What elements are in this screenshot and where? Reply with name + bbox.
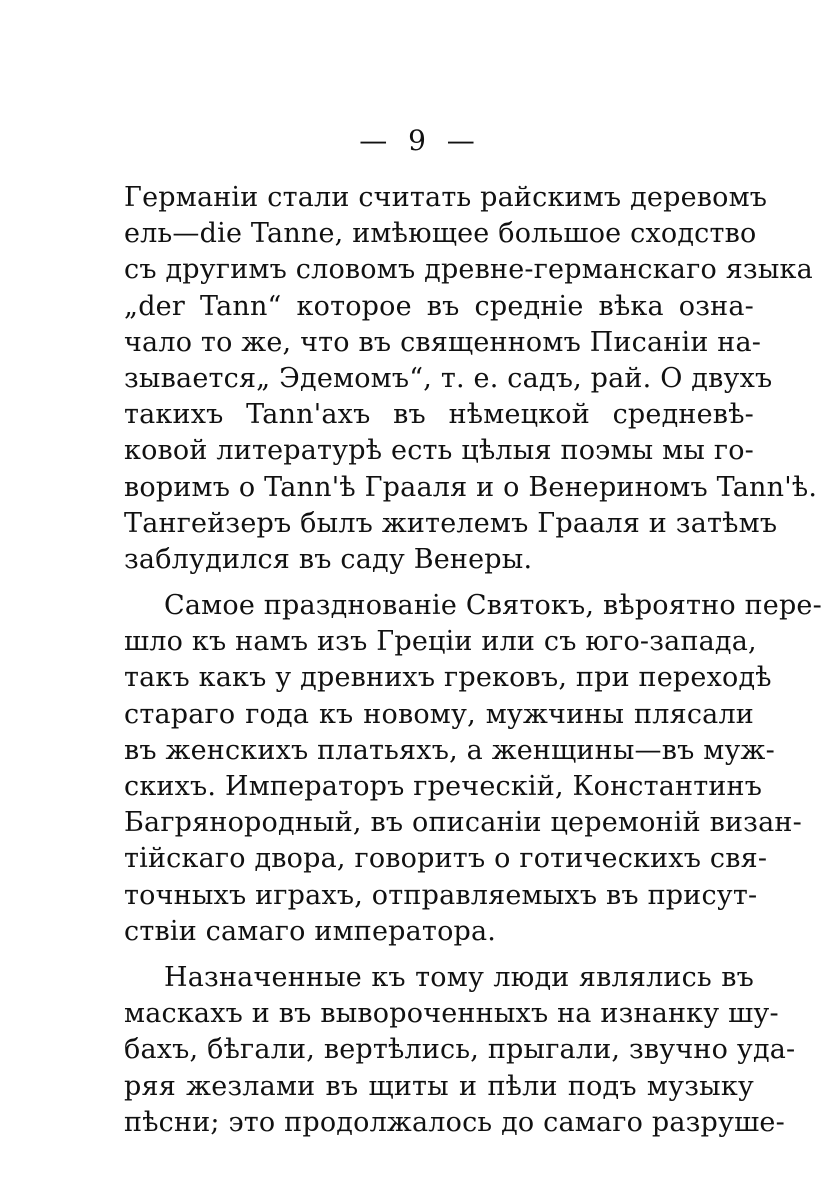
text-line: Германiи стали считать райскимъ деревомъ bbox=[124, 182, 768, 213]
text-line: съ другимъ словомъ древне-германскаго языка bbox=[124, 254, 813, 286]
text-line: стараго года къ новому, мужчины плясали bbox=[124, 698, 754, 730]
text-line: шло къ намъ изъ Грецiи или съ юго-запада, bbox=[124, 626, 757, 658]
text-line: Самое празднованiе Святокъ, вѣроятно пере- bbox=[164, 590, 822, 622]
text-line: Багрянородный, въ описанiи церемонiй визан- bbox=[124, 807, 802, 839]
text-line: скихъ. Императоръ греческiй, Константинъ bbox=[124, 771, 763, 802]
text-line: ряя жезлами въ щиты и пѣли подъ музыку bbox=[124, 1070, 754, 1102]
text-line: чало то же, что въ священномъ Писанiи на- bbox=[124, 326, 762, 358]
text-line: ковой литературѣ есть цѣлыя поэмы мы го- bbox=[124, 435, 754, 467]
text-line: точныхъ играхъ, отправляемыхъ въ присут- bbox=[124, 879, 758, 911]
text-line: заблудился въ саду Венеры. bbox=[124, 543, 533, 575]
body-text bbox=[124, 180, 822, 1141]
text-line: ель—die Tanne, имѣющее большое сходство bbox=[124, 218, 757, 250]
paragraph-2 bbox=[124, 588, 822, 950]
text-line: Тангейзеръ былъ жителемъ Грааля и затѣмъ bbox=[124, 507, 778, 539]
paragraph-3 bbox=[124, 960, 796, 1141]
text-line: тiйскаго двора, говоритъ о готическихъ свя- bbox=[124, 843, 768, 875]
text-line: такихъ Tann'ахъ въ нѣмецкой средневѣ- bbox=[124, 399, 754, 431]
text-line: зывается„ Эдемомъ“, т. е. садъ, рай. О двухъ bbox=[124, 362, 773, 394]
text-line: бахъ, бѣгали, вертѣлись, прыгали, звучно уда- bbox=[124, 1034, 796, 1066]
text-line: пѣсни; это продолжалось до самаго разруше- bbox=[124, 1106, 785, 1138]
text-line: ствiи самаго императора. bbox=[124, 915, 497, 947]
text-line: въ женскихъ платьяхъ, а женщины—въ муж- bbox=[124, 734, 775, 766]
page-number: — 9 — bbox=[359, 124, 481, 157]
paragraph-gap bbox=[124, 578, 754, 588]
paragraph-gap bbox=[124, 950, 754, 960]
text-line: Назначенные къ тому люди являлись въ bbox=[164, 961, 754, 993]
text-line: такъ какъ у древнихъ грековъ, при переходѣ bbox=[124, 662, 772, 694]
text-line: воримъ о Tann'ѣ Грааля и о Венериномъ Tann'ѣ. bbox=[124, 471, 818, 503]
text-line: маскахъ и въ вывороченныхъ на изнанку шу- bbox=[124, 998, 779, 1030]
text-line: „der Tann“ которое въ среднiе вѣка озна- bbox=[124, 290, 754, 322]
paragraph-1 bbox=[124, 180, 818, 578]
